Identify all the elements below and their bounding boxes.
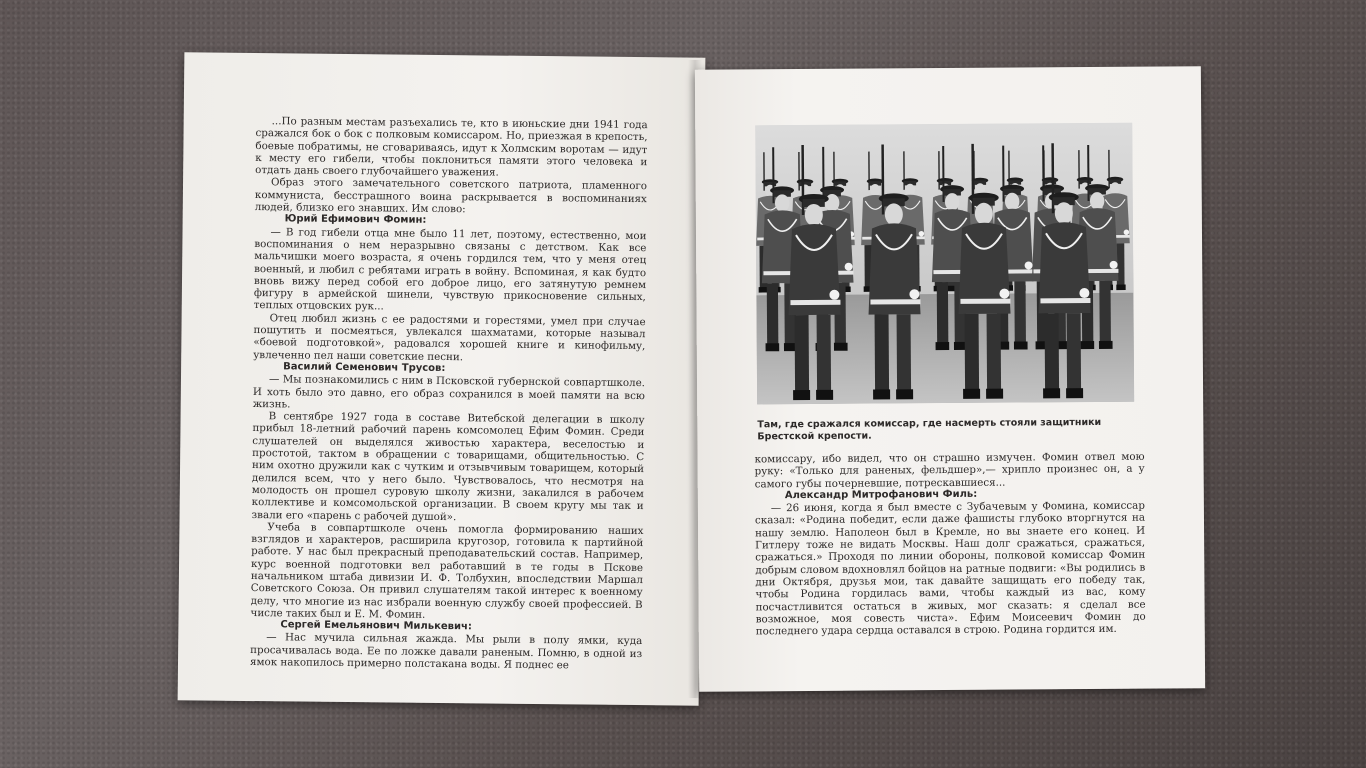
left-page-text <box>250 115 648 672</box>
paragraph: Образ этого замечательного советского патриота, пламенного коммуниста, бесстрашного воина раскрывается в воспоминаниях людей, близко его знавших. Им слово: <box>254 176 648 216</box>
photo-caption: Там, где сражался комиссар, где насмерть стояли защитники Брестской крепости. <box>757 416 1102 443</box>
paragraph: ...По разным местам разъехались те, кто в июньские дни 1941 года сражался бок о бок с полковым комиссаром. Но, приезжая в крепость, боевые побратимы, не сговариваясь, идут к Холмским воротам — идут к месту его гибели, чтобы поклониться памяти этого человека и отдать дань своего глубочайшего уважения. <box>255 115 648 179</box>
marching-soldiers-photo <box>755 123 1134 405</box>
paragraph: Отец любил жизнь с ее радостями и горестями, умел при случае пошутить и посмеяться, увлекался шахматами, которые называл «боевой подготовкой», радовался хорошей книге и кинофильму, увлеченно пел наши советские песни. <box>253 311 646 363</box>
right-page-text <box>755 451 1146 638</box>
paragraph: В сентябре 1927 года в составе Витебской делегации в школу прибыл 18-летний рабочий парень комсомолец Ефим Фомин. Среди слушателей он выделялся живостью характера, веселостью и простотой, тактом в обращении с товарищами, общительностью. С ним охотно дружили как с чутким и отзывчивым товарищем, который делился всем, что у него было. Чувствовалось, что несмотря на молодость он прошел суровую школу жизни, закалился в рабочем коллективе и комсомольской организации. В своем кругу мы так и звали его «парень с рабочей душой». <box>251 410 645 523</box>
paragraph: Учеба в совпартшколе очень помогла формированию наших взглядов и характеров, расширила кругозор, готовила к партийной работе. У нас был прекрасный преподавательский состав. Например, курс военной подготовки вел работавший в те годы в Пскове начальником штаба дивизии И. Ф. Толбухин, впоследствии Маршал Советского Союза. Он привил слушателям такой интерес к военному делу, что многие из нас избрали военную службу своей профессией. В числе таких был и Е. М. Фомин. <box>250 520 644 621</box>
paragraph: — Мы познакомились с ним в Псковской губернской совпартшколе. И хоть было это давно, его образ сохранился в моей памяти на всю жизнь. <box>252 373 646 411</box>
speaker-name: Сергей Емельянович Милькевич: <box>280 619 472 633</box>
paragraph: — Нас мучила сильная жажда. Мы рыли в полу ямки, куда просачивалась вода. Ее по ложке давали раненым. Помню, в одной из ямок накопилось примерно полстакана воды. Я поднес ее <box>249 631 643 672</box>
left-page <box>178 52 706 705</box>
speaker-name: Александр Митрофанович Филь: <box>784 488 978 502</box>
paragraph: комиссару, ибо видел, что он страшно измучен. Фомин отвел мою руку: «Только для раненых, фельдшер»,— хрипло произнес он, а у самого губы почерневшие, потрескавшиеся... <box>754 450 1145 490</box>
speaker-name: Василий Семенович Трусов: <box>283 361 446 374</box>
right-page <box>695 66 1205 692</box>
paragraph: — 26 июня, когда я был вместе с Зубачевым у Фомина, комиссар сказал: «Родина победит, если даже фашисты глубоко вторгнутся на нашу землю. Наполеон был в Кремле, но вы знаете его конец. И Гитлеру тоже не видать Москвы. Наш долг сражаться, сражаться, сражаться.» Проходя по линии обороны, полковой комиссар Фомин добрым словом вдохновлял бойцов на ратные подвиги: «Вы родились в дни Октября, друзья мои, так давайте защищать его победу так, чтобы Родина гордилась вами, чтобы каждый из вас, кому посчастливится остаться в живых, мог сказать: я сделал все возможное, моя совесть чиста». Ефим Моисеевич Фомин до последнего удара сердца оставался в строю. Родина гордится им. <box>754 499 1146 638</box>
paragraph: — В год гибели отца мне было 11 лет, поэтому, естественно, мои воспоминания о нем неразрывно связаны с детством. Как все мальчишки моего возраста, я очень гордился тем, что у меня отец военный, и любил с ребятами играть в войну. Вспоминая, я как будто вновь вижу перед собой его доброе лицо, его затянутую ремнем фигуру в армейской шинели, чувствую прикосновение сильных, теплых отцовских рук... <box>253 225 647 313</box>
speaker-name: Юрий Ефимович Фомин: <box>284 213 427 227</box>
